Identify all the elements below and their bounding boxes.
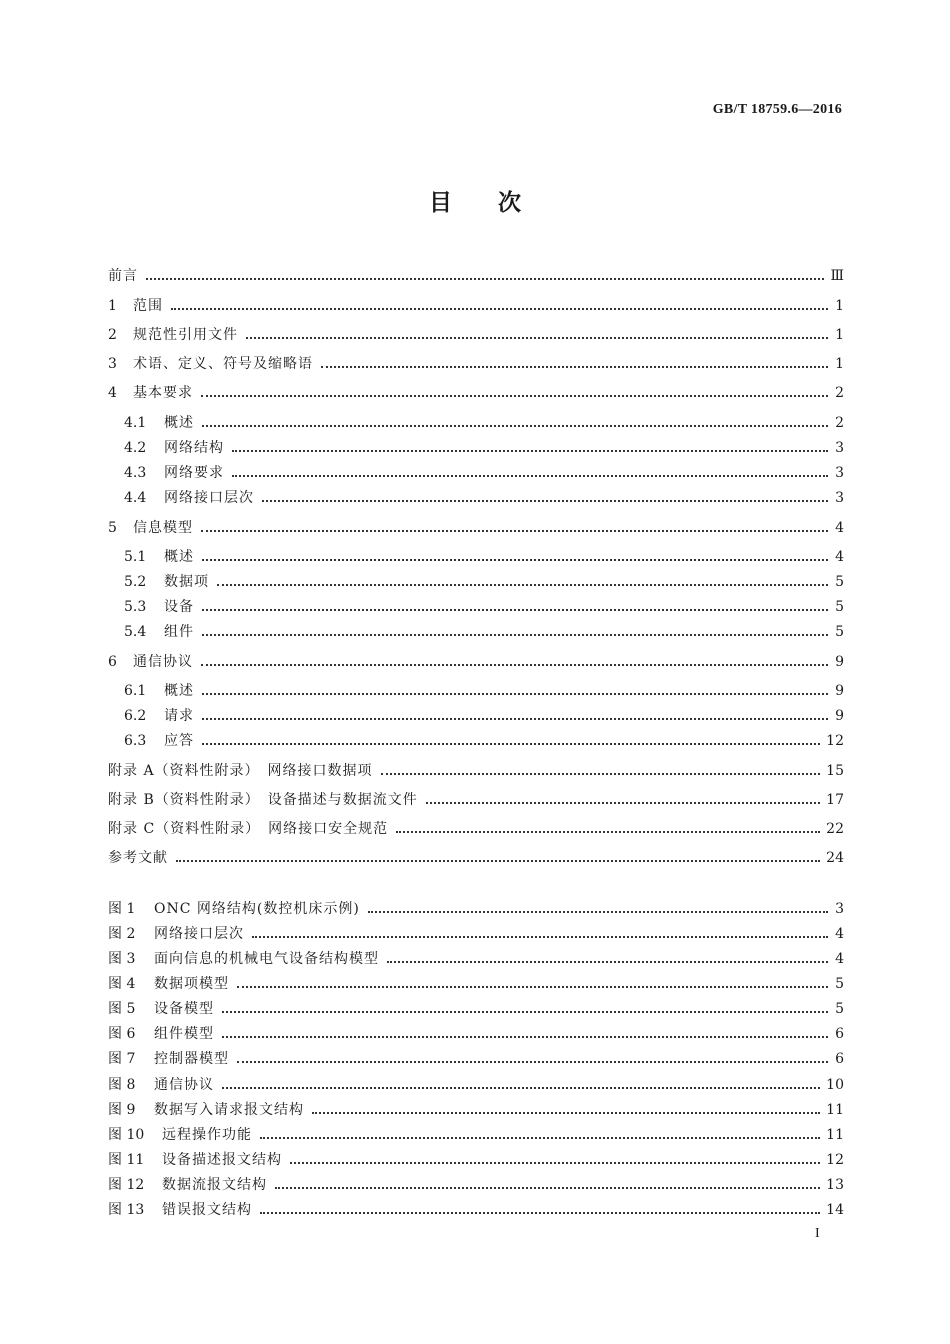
dot-leader	[275, 1187, 820, 1189]
toc-entry[interactable]	[108, 758, 844, 780]
figure-entry-title: 数据项模型	[154, 976, 229, 992]
dot-leader	[232, 475, 828, 477]
toc-entry[interactable]	[108, 816, 844, 838]
dot-leader	[202, 559, 828, 561]
figure-entry-page: 13	[826, 1177, 844, 1193]
toc-entry-page: 9	[835, 708, 844, 724]
toc-entry-page: 9	[835, 654, 844, 670]
figure-entry[interactable]	[108, 1197, 844, 1219]
figure-entry-number: 图 8	[108, 1077, 136, 1093]
dot-leader	[222, 1036, 828, 1038]
toc-entry-title: 应答	[164, 733, 194, 749]
dot-leader	[260, 1137, 820, 1139]
toc-entry[interactable]	[108, 263, 844, 285]
toc-entry-number: 5.4	[124, 624, 147, 640]
toc-entry-title: 前言	[108, 268, 138, 284]
dot-leader	[176, 860, 820, 862]
dot-leader	[260, 1212, 820, 1214]
dot-leader	[171, 308, 828, 310]
figure-entry-page: 3	[835, 901, 844, 917]
figure-entry-page: 6	[835, 1051, 844, 1067]
toc-entry[interactable]	[108, 649, 844, 671]
figure-entry[interactable]	[108, 996, 844, 1018]
figure-entry[interactable]	[108, 1072, 844, 1094]
toc-entry-number: 4.2	[124, 440, 147, 456]
toc-entry-number: 4	[108, 385, 117, 401]
toc-entry[interactable]	[108, 460, 844, 482]
figure-entry-title: 远程操作功能	[162, 1127, 252, 1143]
dot-leader	[368, 911, 828, 913]
figure-entry-number: 图 2	[108, 926, 136, 942]
dot-leader	[232, 450, 828, 452]
figure-entry-title: 数据写入请求报文结构	[154, 1102, 304, 1118]
figure-entry-page: 4	[835, 926, 844, 942]
toc-entry-page: 5	[835, 624, 844, 640]
figure-entry-page: 12	[826, 1152, 844, 1168]
toc-entry-page: 3	[835, 440, 844, 456]
dot-leader	[222, 1011, 828, 1013]
toc-entry-number: 4.1	[124, 415, 147, 431]
toc-entry-number: 3	[108, 356, 117, 372]
toc-entry[interactable]	[108, 322, 844, 344]
figure-entry[interactable]	[108, 971, 844, 993]
figure-entry-number: 图 4	[108, 976, 136, 992]
figure-entry[interactable]	[108, 1172, 844, 1194]
dot-leader	[426, 802, 820, 804]
dot-leader	[312, 1112, 820, 1114]
figure-entry-page: 4	[835, 951, 844, 967]
toc-entry[interactable]	[108, 293, 844, 315]
figure-entry-number: 图 10	[108, 1127, 145, 1143]
toc-entry-number: 6.1	[124, 683, 147, 699]
toc-entry[interactable]	[108, 845, 844, 867]
toc-entry-title: 概述	[164, 549, 194, 565]
dot-leader	[252, 936, 828, 938]
figure-entry-title: 错误报文结构	[162, 1202, 252, 1218]
toc-entry-page: 15	[826, 763, 844, 779]
toc-entry-title: 附录 A（资料性附录） 网络接口数据项	[108, 763, 373, 779]
dot-leader	[387, 961, 828, 963]
dot-leader	[202, 743, 820, 745]
toc-entry-page: 12	[826, 733, 844, 749]
figure-entry-number: 图 6	[108, 1026, 136, 1042]
toc-entry-title: 附录 B（资料性附录） 设备描述与数据流文件	[108, 792, 418, 808]
toc-entry-number: 6.2	[124, 708, 147, 724]
toc-entry-number: 5.2	[124, 574, 147, 590]
toc-entry-title: 设备	[164, 599, 194, 615]
toc-entry-title: 基本要求	[133, 385, 193, 401]
toc-entry[interactable]	[108, 410, 844, 432]
figure-entry[interactable]	[108, 1097, 844, 1119]
figure-entry-title: ONC 网络结构(数控机床示例)	[154, 901, 360, 917]
dot-leader	[262, 500, 828, 502]
toc-entry-number: 4.4	[124, 490, 147, 506]
toc-entry-title: 通信协议	[133, 654, 193, 670]
dot-leader	[201, 530, 828, 532]
dot-leader	[381, 773, 821, 775]
toc-entry[interactable]	[108, 787, 844, 809]
figure-entry[interactable]	[108, 1021, 844, 1043]
figure-entry[interactable]	[108, 921, 844, 943]
toc-entry-title: 网络要求	[164, 465, 224, 481]
figure-entry-title: 组件模型	[154, 1026, 214, 1042]
toc-entry[interactable]	[108, 485, 844, 507]
toc-entry-page: 2	[835, 415, 844, 431]
toc-entry-title: 术语、定义、符号及缩略语	[133, 356, 313, 372]
dot-leader	[146, 278, 824, 280]
figure-entry-number: 图 13	[108, 1202, 145, 1218]
toc-entry-page: 4	[835, 549, 844, 565]
toc-entry-number: 5.3	[124, 599, 147, 615]
toc-entry[interactable]	[108, 728, 844, 750]
toc-entry-number: 5.1	[124, 549, 147, 565]
toc-entry-number: 4.3	[124, 465, 147, 481]
toc-entry-number: 6.3	[124, 733, 147, 749]
figure-entry-title: 面向信息的机械电气设备结构模型	[154, 951, 379, 967]
page-title: 目次	[429, 190, 567, 216]
figure-entry-page: 5	[835, 1001, 844, 1017]
dot-leader	[237, 986, 828, 988]
toc-entry-page: 3	[835, 465, 844, 481]
toc-entry-title: 规范性引用文件	[133, 327, 238, 343]
toc-entry-title: 数据项	[164, 574, 209, 590]
toc-entry-page: Ⅲ	[830, 268, 844, 284]
toc-entry-page: 9	[835, 683, 844, 699]
figure-entry-title: 控制器模型	[154, 1051, 229, 1067]
toc-entry[interactable]	[108, 678, 844, 700]
figure-entry[interactable]	[108, 1147, 844, 1169]
toc-entry-title: 概述	[164, 415, 194, 431]
figure-entry-number: 图 11	[108, 1152, 145, 1168]
toc-entry-page: 1	[835, 298, 844, 314]
toc-entry-title: 网络结构	[164, 440, 224, 456]
toc-entry-title: 信息模型	[133, 520, 193, 536]
dot-leader	[202, 634, 828, 636]
toc-entry[interactable]	[108, 703, 844, 725]
dot-leader	[222, 1087, 820, 1089]
toc-entry-number: 6	[108, 654, 117, 670]
figure-entry[interactable]	[108, 1046, 844, 1068]
figure-entry-page: 10	[826, 1077, 844, 1093]
figure-entry-page: 6	[835, 1026, 844, 1042]
figure-entry[interactable]	[108, 946, 844, 968]
toc-entry-page: 5	[835, 599, 844, 615]
dot-leader	[202, 718, 828, 720]
toc-entry-number: 2	[108, 327, 117, 343]
figure-entry-title: 网络接口层次	[154, 926, 244, 942]
figure-entry-number: 图 1	[108, 901, 136, 917]
toc-entry-title: 附录 C（资料性附录） 网络接口安全规范	[108, 821, 389, 837]
page-number: I	[815, 1226, 820, 1241]
toc-entry-title: 网络接口层次	[164, 490, 254, 506]
figure-entry-page: 5	[835, 976, 844, 992]
dot-leader	[246, 337, 828, 339]
dot-leader	[237, 1061, 828, 1063]
dot-leader	[290, 1162, 820, 1164]
figure-entry-title: 数据流报文结构	[162, 1177, 267, 1193]
figure-entry[interactable]	[108, 896, 844, 918]
toc-entry-page: 22	[826, 821, 844, 837]
dot-leader	[202, 693, 828, 695]
toc-entry-number: 1	[108, 298, 117, 314]
toc-entry-title: 请求	[164, 708, 194, 724]
figure-entry-page: 11	[826, 1102, 844, 1118]
toc-entry-page: 2	[835, 385, 844, 401]
toc-entry-page: 4	[835, 520, 844, 536]
toc-entry-title: 参考文献	[108, 850, 168, 866]
dot-leader	[201, 664, 828, 666]
figure-entry-number: 图 5	[108, 1001, 136, 1017]
toc-entry[interactable]	[108, 351, 844, 373]
toc-entry[interactable]	[108, 619, 844, 641]
toc-entry-title: 概述	[164, 683, 194, 699]
toc-entry-number: 5	[108, 520, 117, 536]
dot-leader	[201, 395, 828, 397]
figure-entry-title: 通信协议	[154, 1077, 214, 1093]
dot-leader	[217, 584, 828, 586]
figure-entry-number: 图 12	[108, 1177, 145, 1193]
figure-entry-title: 设备描述报文结构	[162, 1152, 282, 1168]
toc-entry-page: 1	[835, 356, 844, 372]
toc-entry-page: 3	[835, 490, 844, 506]
toc-entry-page: 5	[835, 574, 844, 590]
toc-entry-title: 组件	[164, 624, 194, 640]
toc-entry[interactable]	[108, 435, 844, 457]
toc-entry[interactable]	[108, 594, 844, 616]
figure-entry-number: 图 9	[108, 1102, 136, 1118]
dot-leader	[202, 425, 828, 427]
toc-entry[interactable]	[108, 515, 844, 537]
toc-entry-title: 范围	[133, 298, 163, 314]
toc-entry-page: 1	[835, 327, 844, 343]
toc-entry-page: 24	[826, 850, 844, 866]
toc-entry-page: 17	[826, 792, 844, 808]
toc-entry[interactable]	[108, 569, 844, 591]
dot-leader	[321, 366, 828, 368]
figure-entry-title: 设备模型	[154, 1001, 214, 1017]
toc-entry[interactable]	[108, 544, 844, 566]
dot-leader	[396, 831, 820, 833]
figure-entry-page: 14	[826, 1202, 844, 1218]
figure-entry-number: 图 7	[108, 1051, 136, 1067]
figure-entry-number: 图 3	[108, 951, 136, 967]
standard-code: GB/T 18759.6—2016	[712, 102, 842, 117]
figure-entry-page: 11	[826, 1127, 844, 1143]
figure-entry[interactable]	[108, 1122, 844, 1144]
dot-leader	[202, 609, 828, 611]
toc-entry[interactable]	[108, 380, 844, 402]
